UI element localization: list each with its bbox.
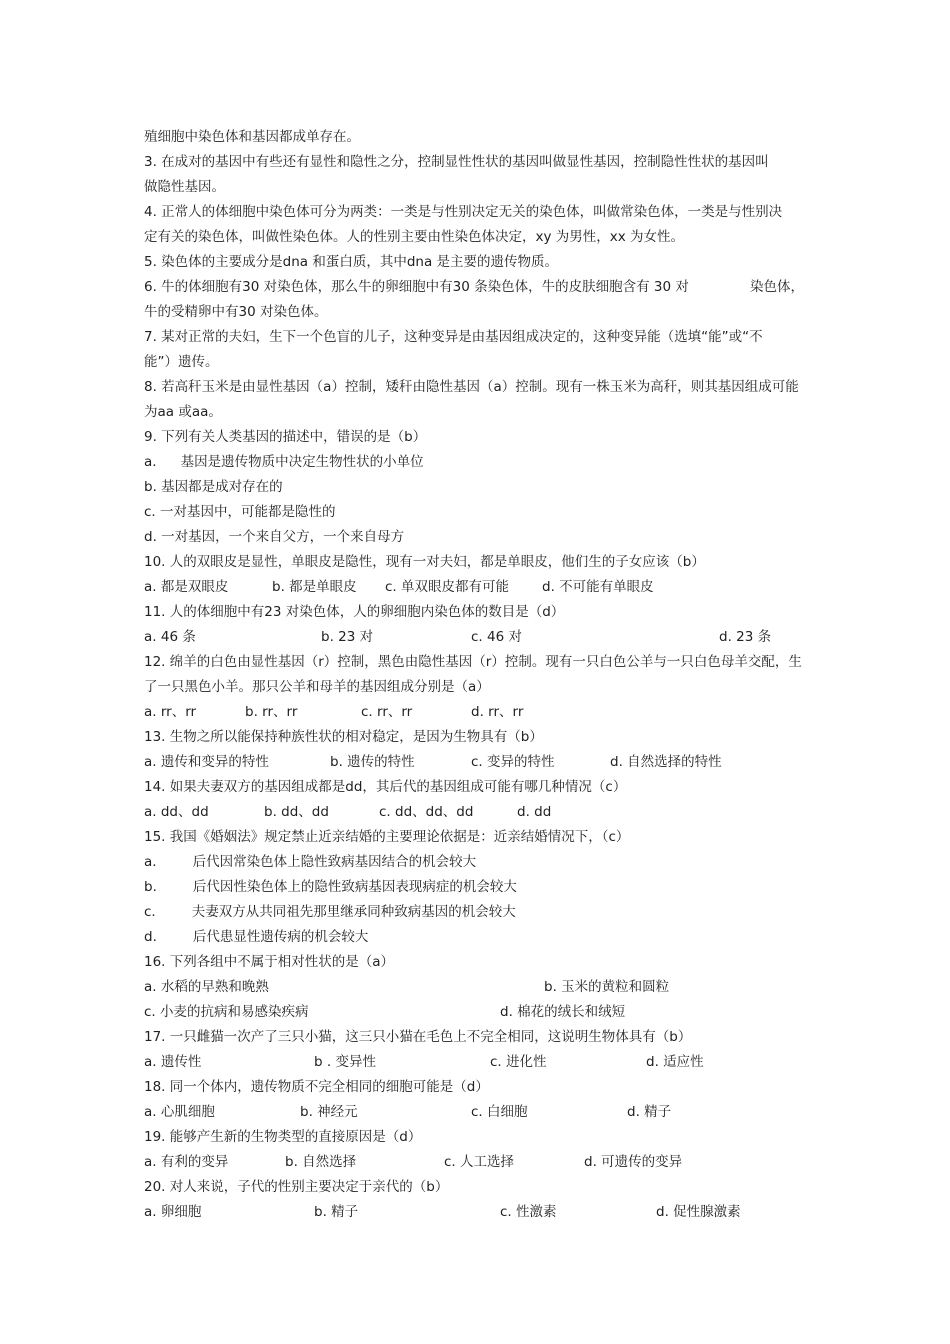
option-d: d. 棉花的绒长和绒短 [500, 1004, 626, 1020]
option-c: c. 人工选择 [444, 1154, 515, 1170]
option-c: c. 变异的特性 [471, 754, 555, 770]
option-a: a. 有利的变异 [144, 1154, 229, 1170]
option-a: a. rr、rr [144, 704, 197, 720]
question-12-stem: 12. 绵羊的白色由显性基因（r）控制，黑色由隐性基因（r）控制。现有一只白色公羊与一只白色母羊交配，生 [144, 654, 802, 670]
question-14-stem: 14. 如果夫妻双方的基因组成都是dd，其后代的基因组成可能有哪几种情况（c） [144, 779, 627, 795]
text-segment: 6. 牛的体细胞有30 对染色体，那么牛的卵细胞中有30 条染色体，牛的皮肤细胞含有 30 对 [144, 279, 689, 295]
option-b: b. 自然选择 [285, 1154, 357, 1170]
option-c: c. rr、rr [361, 704, 413, 720]
question-15-option-a: a. 后代因常染色体上隐性致病基因结合的机会较大 [144, 854, 477, 870]
question-20-stem: 20. 对人来说，子代的性别主要决定于亲代的（b） [144, 1179, 449, 1195]
question-18-options [144, 1100, 809, 1125]
question-13-options [144, 750, 809, 775]
text-line: 4. 正常人的体细胞中染色体可分为两类：一类是与性别决定无关的染色体，叫做常染色体，一类是与性别决 [144, 204, 783, 220]
option-c: c. 小麦的抗病和易感染疾病 [144, 1004, 309, 1020]
text-line: 3. 在成对的基因中有些还有显性和隐性之分，控制显性性状的基因叫做显性基因，控制隐性性状的基因叫 [144, 154, 769, 170]
option-a: a. 卵细胞 [144, 1204, 202, 1220]
text-line: 定有关的染色体，叫做性染色体。人的性别主要由性染色体决定，xy 为男性，xx 为女性。 [144, 229, 685, 245]
document-body [144, 125, 809, 1225]
option-d: d. 不可能有单眼皮 [542, 579, 654, 595]
option-d: d. rr、rr [471, 704, 524, 720]
option-d: d. dd [517, 804, 552, 820]
option-b: b. 玉米的黄粒和圆粒 [544, 979, 670, 995]
question-9-option-b: b. 基因都是成对存在的 [144, 479, 283, 495]
option-c: c. 单双眼皮都有可能 [385, 579, 510, 595]
question-16-options-row-1 [144, 975, 809, 1000]
option-c: c. 46 对 [471, 629, 522, 645]
question-9-option-c: c. 一对基因中，可能都是隐性的 [144, 504, 336, 520]
question-15-stem: 15. 我国《婚姻法》规定禁止近亲结婚的主要理论依据是：近亲结婚情况下，（c） [144, 829, 630, 845]
text-line: 做隐性基因。 [144, 179, 225, 195]
option-a: a. 遗传性 [144, 1054, 202, 1070]
option-c: c. 性激素 [500, 1204, 557, 1220]
option-d: d. 自然选择的特性 [610, 754, 722, 770]
question-17-options [144, 1050, 809, 1075]
option-b: b. dd、dd [264, 804, 329, 820]
question-10-stem: 10. 人的双眼皮是显性，单眼皮是隐性，现有一对夫妇，都是单眼皮，他们生的子女应该（b） [144, 554, 705, 570]
question-20-options [144, 1200, 809, 1225]
question-15-option-b: b. 后代因性染色体上的隐性致病基因表现病症的机会较大 [144, 879, 517, 895]
question-19-options [144, 1150, 809, 1175]
option-d: d. 可遗传的变异 [584, 1154, 683, 1170]
option-b: b. 精子 [314, 1204, 359, 1220]
option-b: b. 神经元 [300, 1104, 358, 1120]
question-12-options [144, 700, 809, 725]
question-13-stem: 13. 生物之所以能保持种族性状的相对稳定，是因为生物具有（b） [144, 729, 543, 745]
question-10-options [144, 575, 809, 600]
question-16-stem: 16. 下列各组中不属于相对性状的是（a） [144, 954, 395, 970]
text-line: 牛的受精卵中有30 对染色体。 [144, 304, 328, 320]
question-9-option-d: d. 一对基因，一个来自父方，一个来自母方 [144, 529, 405, 545]
text-line [144, 275, 809, 300]
option-b: b. 都是单眼皮 [272, 579, 357, 595]
option-d: d. 精子 [627, 1104, 672, 1120]
text-segment: 染色体， [750, 279, 804, 295]
text-line: 7. 某对正常的夫妇，生下一个色盲的儿子，这种变异是由基因组成决定的，这种变异能（选填“能”或“不 [144, 329, 763, 345]
option-a: a. 水稻的早熟和晚熟 [144, 979, 269, 995]
option-b: b. 23 对 [321, 629, 374, 645]
question-18-stem: 18. 同一个体内，遗传物质不完全相同的细胞可能是（d） [144, 1079, 489, 1095]
question-11-stem: 11. 人的体细胞中有23 对染色体，人的卵细胞内染色体的数目是（d） [144, 604, 565, 620]
question-9-stem: 9. 下列有关人类基因的描述中，错误的是（b） [144, 429, 427, 445]
text-line: 殖细胞中染色体和基因都成单存在。 [144, 129, 360, 145]
option-a: a. 46 条 [144, 629, 196, 645]
text-line: 能”）遗传。 [144, 354, 219, 370]
question-9-option-a: a. 基因是遗传物质中决定生物性状的小单位 [144, 454, 424, 470]
option-c: c. dd、dd、dd [379, 804, 474, 820]
option-b: b. rr、rr [245, 704, 298, 720]
option-d: d. 促性腺激素 [656, 1204, 741, 1220]
option-c: c. 白细胞 [471, 1104, 528, 1120]
option-c: c. 进化性 [490, 1054, 547, 1070]
text-line: 5. 染色体的主要成分是dna 和蛋白质，其中dna 是主要的遗传物质。 [144, 254, 559, 270]
option-b: b. 遗传的特性 [330, 754, 415, 770]
option-a: a. 都是双眼皮 [144, 579, 229, 595]
option-d: d. 适应性 [646, 1054, 704, 1070]
text-line: 8. 若高秆玉米是由显性基因（a）控制，矮秆由隐性基因（a）控制。现有一株玉米为高秆，则其基因组成可能 [144, 379, 799, 395]
question-16-options-row-2 [144, 1000, 809, 1025]
option-a: a. 遗传和变异的特性 [144, 754, 269, 770]
option-a: a. dd、dd [144, 804, 209, 820]
question-15-option-c: c. 夫妻双方从共同祖先那里继承同种致病基因的机会较大 [144, 904, 516, 920]
option-d: d. 23 条 [719, 629, 772, 645]
text-line: 为aa 或aa。 [144, 404, 222, 420]
question-15-option-d: d. 后代患显性遗传病的机会较大 [144, 929, 369, 945]
option-b: b . 变异性 [314, 1054, 376, 1070]
option-a: a. 心肌细胞 [144, 1104, 215, 1120]
question-19-stem: 19. 能够产生新的生物类型的直接原因是（d） [144, 1129, 422, 1145]
question-12-stem-continued: 了一只黑色小羊。那只公羊和母羊的基因组成分别是（a） [144, 679, 490, 695]
question-17-stem: 17. 一只雌猫一次产了三只小猫，这三只小猫在毛色上不完全相同，这说明生物体具有（b） [144, 1029, 692, 1045]
question-14-options [144, 800, 809, 825]
question-11-options [144, 625, 809, 650]
